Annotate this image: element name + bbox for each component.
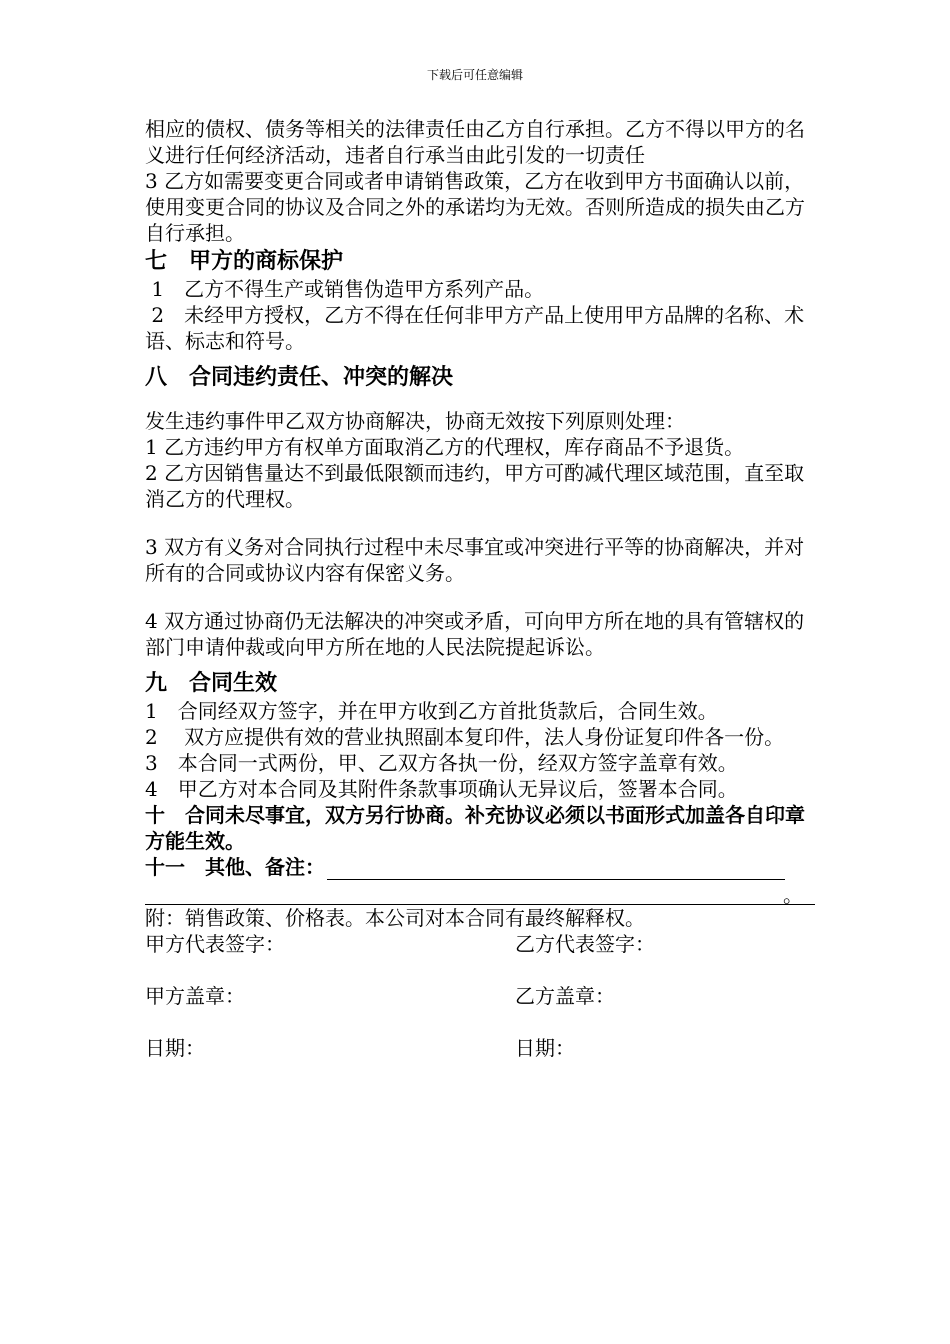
party-a-seal-label: 甲方盖章： [145, 984, 245, 1008]
section-9-item-3: 3 本合同一式两份，甲、乙双方各执一份，经双方签字盖章有效。 [145, 751, 738, 775]
party-a-date-label: 日期： [145, 1036, 205, 1060]
section-9-item-4: 4 甲乙方对本合同及其附件条款事项确认无异议后，签署本合同。 [145, 777, 738, 801]
party-b-sign-label: 乙方代表签字： [515, 932, 655, 956]
section-8-intro: 发生违约事件甲乙双方协商解决，协商无效按下列原则处理： [145, 409, 685, 433]
section-8-item-4: 4 双方通过协商仍无法解决的冲突或矛盾，可向甲方所在地的具有管辖权的部门申请仲裁或向甲方所在地的人民法院提起诉讼。 [145, 609, 805, 659]
section-8-item-1: 1 乙方违约甲方有权单方面取消乙方的代理权，库存商品不予退货。 [145, 435, 745, 459]
date-row [145, 1035, 815, 1061]
section-8-title: 八 合同违约责任、冲突的解决 [145, 364, 454, 390]
section-11-title: 十一 其他、备注： [145, 855, 325, 879]
notes-blank-line[interactable] [327, 857, 785, 880]
seal-row [145, 983, 815, 1009]
section-7-item-2: 2 未经甲方授权，乙方不得在任何非甲方产品上使用甲方品牌的名称、术语、标志和符号。 [145, 303, 805, 353]
section-8-item-2: 2 乙方因销售量达不到最低限额而违约，甲方可酌减代理区域范围，直至取消乙方的代理权。 [145, 461, 805, 511]
paragraph-liability: 相应的债权、债务等相关的法律责任由乙方自行承担。乙方不得以甲方的名义进行任何经济活动，违者自行承当由此引发的一切责任 [145, 117, 805, 167]
notes-blank-line-2[interactable] [145, 880, 815, 905]
signature-row [145, 931, 815, 957]
document-body [145, 116, 815, 1061]
section-7-item-1: 1 乙方不得生产或销售伪造甲方系列产品。 [145, 277, 545, 301]
section-9-title: 九 合同生效 [145, 670, 278, 696]
page-header: 下载后可任意编辑 [426, 68, 523, 82]
party-b-seal-label: 乙方盖章： [515, 984, 615, 1008]
party-a-sign-label: 甲方代表签字： [145, 932, 285, 956]
paragraph-contract-change: 3 乙方如需要变更合同或者申请销售政策，乙方在收到甲方书面确认以前，使用变更合同的协议及合同之外的承诺均为无效。否则所造成的损失由乙方自行承担。 [145, 169, 805, 245]
appendix-text: 附：销售政策、价格表。本公司对本合同有最终解释权。 [145, 906, 645, 930]
section-9-item-2: 2 双方应提供有效的营业执照副本复印件，法人身份证复印件各一份。 [145, 725, 785, 749]
notes-end-mark: 。 [783, 883, 803, 907]
party-b-date-label: 日期： [515, 1036, 575, 1060]
section-11-row [145, 854, 815, 880]
section-10-text: 十 合同未尽事宜，双方另行协商。补充协议必须以书面形式加盖各自印章方能生效。 [145, 803, 805, 853]
section-7-title: 七 甲方的商标保护 [145, 248, 344, 274]
section-9-item-1: 1 合同经双方签字，并在甲方收到乙方首批货款后，合同生效。 [145, 699, 718, 723]
section-8-item-3: 3 双方有义务对合同执行过程中未尽事宜或冲突进行平等的协商解决，并对所有的合同或协议内容有保密义务。 [145, 535, 805, 585]
